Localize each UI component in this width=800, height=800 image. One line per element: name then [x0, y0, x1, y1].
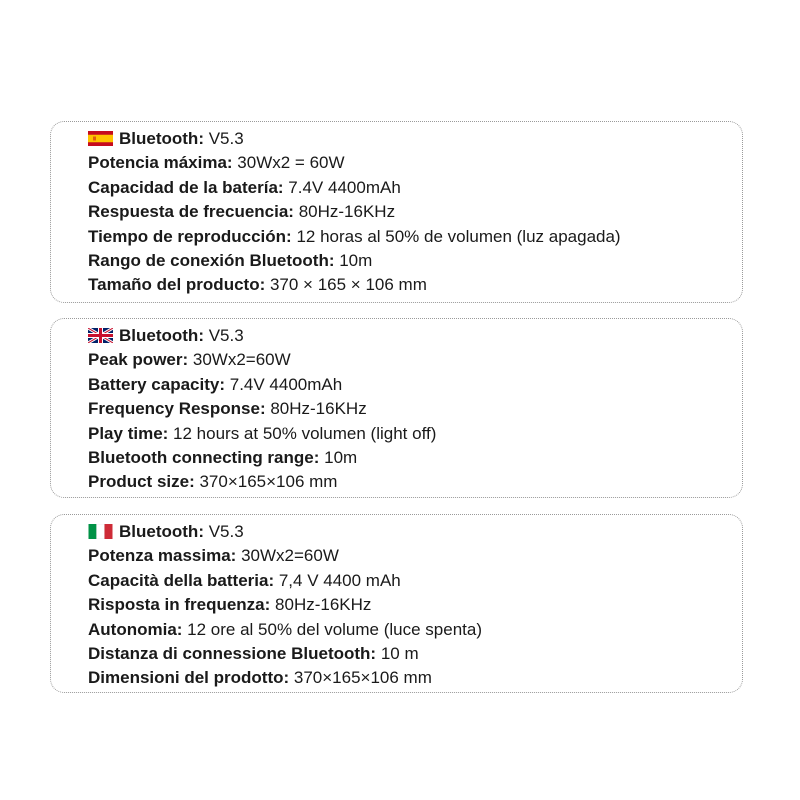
- spec-row-peak-power: [88, 348, 742, 372]
- spec-label: Bluetooth:: [119, 326, 204, 345]
- spec-label: Capacità della batteria:: [88, 570, 275, 590]
- spec-row-peak-power: [88, 544, 742, 568]
- spec-value: 80Hz-16KHz: [265, 399, 367, 419]
- spec-label: Play time:: [88, 423, 169, 443]
- spec-label: Battery capacity:: [88, 374, 226, 394]
- spec-label: Capacidad de la batería:: [88, 177, 284, 197]
- spec-row-bluetooth: [88, 520, 742, 544]
- spec-value: 80Hz-16KHz: [270, 595, 372, 615]
- spec-row-range: [88, 446, 742, 470]
- spec-value: 7.4V 4400mAh: [225, 374, 343, 394]
- spec-value: 370 × 165 × 106 mm: [265, 275, 427, 295]
- spec-row-size: [88, 470, 742, 494]
- spec-value: 12 hours at 50% volumen (light off): [168, 423, 437, 443]
- spec-value: 30Wx2=60W: [188, 350, 291, 370]
- spec-row-bluetooth: [88, 324, 742, 348]
- spec-row-play-time: [88, 225, 742, 249]
- spec-label: Tamaño del producto:: [88, 275, 266, 295]
- spec-row-size: [88, 273, 742, 297]
- spec-value: 80Hz-16KHz: [293, 202, 396, 222]
- spec-row-peak-power: [88, 151, 742, 175]
- spec-row-frequency: [88, 200, 742, 224]
- italy-flag-icon: [88, 524, 113, 539]
- spec-value: 370×165×106 mm: [194, 472, 338, 492]
- spec-value: 10 m: [376, 643, 419, 663]
- spec-row-range: [88, 642, 742, 666]
- spec-label: Distanza di connessione Bluetooth:: [88, 643, 377, 663]
- spec-value: 10m: [334, 250, 373, 270]
- spec-row-range: [88, 249, 742, 273]
- spec-label: Respuesta de frecuencia:: [88, 202, 294, 222]
- spec-label: Potencia máxima:: [88, 153, 233, 173]
- spec-row-battery: [88, 176, 742, 200]
- spec-label: Peak power:: [88, 350, 189, 370]
- spec-value: 7,4 V 4400 mAh: [274, 570, 401, 590]
- spec-card-italian: [50, 514, 743, 693]
- spec-value: 12 horas al 50% de volumen (luz apagada): [291, 226, 621, 246]
- spec-value: 30Wx2 = 60W: [232, 153, 345, 173]
- spec-value: 10m: [319, 447, 358, 467]
- spec-row-frequency: [88, 593, 742, 617]
- spec-row-bluetooth: [88, 127, 742, 151]
- spec-label: Tiempo de reproducción:: [88, 226, 292, 246]
- spec-label: Rango de conexión Bluetooth:: [88, 250, 335, 270]
- spec-label: Risposta in frequenza:: [88, 595, 271, 615]
- spec-label: Bluetooth connecting range:: [88, 447, 320, 467]
- spec-value: 7.4V 4400mAh: [283, 177, 401, 197]
- spec-value: V5.3: [203, 326, 244, 345]
- spec-row-battery: [88, 569, 742, 593]
- spec-label: Bluetooth:: [119, 522, 204, 541]
- spec-label: Dimensioni del prodotto:: [88, 668, 290, 688]
- spec-value: 30Wx2=60W: [236, 546, 339, 566]
- spec-card-english: [50, 318, 743, 498]
- spec-value: 12 ore al 50% del volume (luce spenta): [182, 619, 482, 639]
- spec-row-play-time: [88, 618, 742, 642]
- spec-label: Bluetooth:: [119, 129, 204, 148]
- spain-flag-icon: [88, 131, 113, 146]
- spec-card-spanish: [50, 121, 743, 303]
- spec-label: Autonomia:: [88, 619, 183, 639]
- spec-row-frequency: [88, 397, 742, 421]
- spec-label: Product size:: [88, 472, 195, 492]
- spec-row-size: [88, 666, 742, 690]
- spec-value: 370×165×106 mm: [289, 668, 432, 688]
- spec-label: Potenza massima:: [88, 546, 237, 566]
- spec-row-battery: [88, 373, 742, 397]
- spec-row-play-time: [88, 422, 742, 446]
- spec-value: V5.3: [203, 129, 244, 148]
- spec-label: Frequency Response:: [88, 399, 266, 419]
- spec-value: V5.3: [203, 522, 244, 541]
- uk-flag-icon: [88, 328, 113, 343]
